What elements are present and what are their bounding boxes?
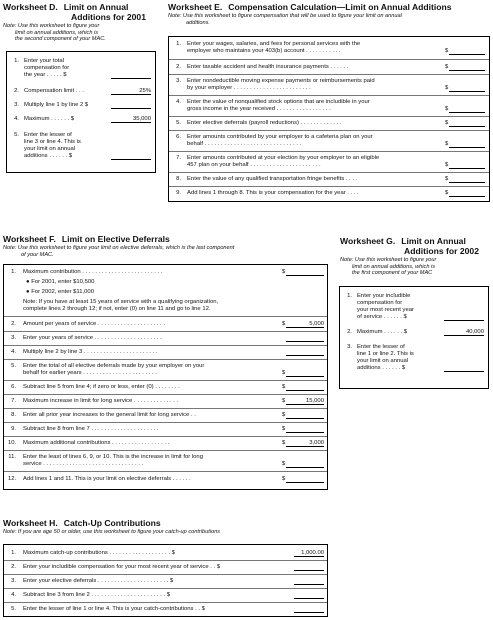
worksheet-g-note: Note: Use this worksheet to figure your limit on annual additions, which is the first component of your MAC — [340, 257, 437, 277]
worksheet-h-line-3-amount[interactable] — [294, 578, 324, 585]
worksheet-h-title: Worksheet H. Catch-Up Contributions — [3, 518, 161, 528]
worksheet-d-box: 1. Enter your total compensation for the year . . . . . $ 2. Compensation limit . . . 25% 3. Multiply line 1 by line 2 $ 4. Maximum . . . . . . $ 35,000 5. Enter the lesser of line 3 or line 4. This is your limit on annual additions . . . . . . $ — [6, 51, 156, 173]
worksheet-e-box: 1. Enter your wages, salaries, and fees for personal services with the employer who maintains your 403(b) account . . . . . . . . . . . $ 2. Enter taxable accident and health insurance payments . . . . . . $ 3. Enter nondeductible moving expense payments or reimbursements paid by your employer . . . . . . . . . . . . . . . . . . . . . . . . $ 4. Enter the value of nonqualified stock options that are includible in your gross income in the year received . . . . . . . . . . . . . . . . . $ 5. Enter elective deferrals (payroll reductions) . . . . . . . . . . . . . $ 6. Enter amounts contributed by your employer to a cafeteria plan on your behalf . . . . . . . . . . . . . . . . . . . . . . . . . . . . . . $ 7. Enter amounts contributed at your election by your employer to an eligible 457 plan on your behalf . . . . . . . . . . . . . . . . . . . . . . $ 8. Enter the value of any qualified transportation fringe benefits . . . . $ 9. Add lines 1 through 8. This is your compensation for the year . . . . $ — [168, 36, 490, 202]
worksheet-g-line-2-amount[interactable]: 40,000 — [444, 329, 484, 336]
worksheet-d-note: Note: Use this worksheet to figure your limit on annual additions, which is the second component of your MAC. — [3, 23, 106, 43]
worksheet-f-line-7-amount[interactable]: $ 15,000 — [282, 398, 324, 404]
worksheet-f-line-1-amount[interactable]: $ — [282, 269, 324, 276]
worksheet-g-title: Worksheet G. Limit on Annual Additions for 2002 — [340, 236, 479, 256]
worksheet-h-line-5-amount[interactable] — [294, 606, 324, 613]
worksheet-f-title: Worksheet F. Limit on Elective Deferrals — [3, 234, 170, 244]
worksheet-g-line-3-amount[interactable] — [444, 365, 484, 372]
worksheet-e — [168, 2, 490, 26]
worksheet-e-line-1-amount[interactable]: $ — [445, 48, 485, 55]
worksheet-h — [3, 518, 328, 536]
worksheet-f-line-8-amount[interactable]: $ — [282, 412, 324, 419]
worksheet-g — [340, 236, 490, 277]
worksheet-g-line-1-amount[interactable] — [444, 314, 484, 321]
worksheet-h-box: 1. Maximum catch-up contributions . . . . . . . . . . . . . . . . . . . $ 1,000.00 2. Enter your includible compensation for your most recent year of service . . $ 3. Enter your elective deferrals . . . . . . . . . . . . . . . . . . . . . . $ 4. Subtract line 3 from line 2 . . . . . . . . . . . . . . . . . . . . . . . $ 5. Enter the lesser of line 1 or line 4. This is your catch-contributions . . $ — [3, 544, 328, 617]
worksheet-e-title: Worksheet E. Compensation Calculation—Limit on Annual Additions — [168, 2, 452, 12]
worksheet-f-bullet-2002: ● For 2002, enter $11,000 — [26, 289, 94, 295]
worksheet-f-note: Note: Use this worksheet to figure your limit on elective deferrals, which is the last component of your MAC. — [3, 245, 235, 258]
worksheet-f-line-10-amount[interactable]: $ 3,000 — [282, 440, 324, 446]
worksheet-h-line-2-amount[interactable] — [294, 564, 324, 571]
worksheet-e-line-2-amount[interactable]: $ — [445, 64, 485, 71]
worksheet-h-line-1-amount[interactable]: 1,000.00 — [294, 550, 324, 557]
worksheet-e-line-8-amount[interactable]: $ — [445, 176, 485, 183]
worksheet-f-bullet-2001: ● For 2001, enter $10,500 — [26, 279, 95, 285]
worksheet-d — [3, 2, 163, 43]
worksheet-f-line-3-amount[interactable] — [282, 335, 324, 342]
worksheet-f-line-4-amount[interactable] — [282, 349, 324, 356]
worksheet-d-line-1-amount[interactable] — [111, 72, 151, 79]
worksheet-f-line-9-amount[interactable]: $ — [282, 426, 324, 433]
worksheet-e-line-5-amount[interactable]: $ — [445, 120, 485, 127]
worksheet-e-line-6-amount[interactable]: $ — [445, 141, 485, 148]
worksheet-e-note: Note: Use this worksheet to figure compensation that will be used to figure your limit on annual additions. — [168, 13, 402, 26]
worksheet-e-line-4-amount[interactable]: $ — [445, 106, 485, 113]
worksheet-f-line-11-amount[interactable]: $ — [282, 461, 324, 468]
worksheet-d-line-4-amount[interactable]: 35,000 — [111, 116, 151, 123]
worksheet-d-line-3-amount[interactable] — [111, 102, 151, 109]
worksheet-f-line-2-amount[interactable]: $ 5,000 — [282, 321, 324, 327]
worksheet-e-line-7-amount[interactable]: $ — [445, 162, 485, 169]
worksheet-f-line-12-amount[interactable]: $ — [282, 476, 324, 483]
worksheet-e-line-3-amount[interactable]: $ — [445, 85, 485, 92]
worksheet-f-line-6-amount[interactable]: $ — [282, 384, 324, 391]
worksheet-d-line-2-amount[interactable]: 25% — [111, 88, 151, 95]
worksheet-h-note: Note: If you are age 50 or older, use this worksheet to figure your catch-up contributions — [3, 529, 221, 535]
worksheet-f-box: 1. Maximum contribution . . . . . . . . . . . . . . . . . . . . . . . . . $ ● For 2001, enter $10,500 ● For 2002, enter $11,000 Note: If you have at least 15 years of service with a qualifying organization, complete lines 2 through 12; if not, enter (0) on line 11 and go to line 12. 2. Amount per years of service . . . . . . . . . . . . . . . . . . . . . $ 5,000 3. Enter your years of service . . . . . . . . . . . . . . . . . . . . . 4. Multiply line 2 by line 3 . . . . . . . . . . . . . . . . . . . . . . . 5. Enter the total of all elective deferrals made by your employer on your behalf for earlier years . . . . . . . . . . . . . . . . . . . . . . . $ 6. Subtract line 5 from line 4; if zero or less, enter (0) . . . . . . . . $ 7. Maximum increase in limit for long service . . . . . . . . . . . . . . $ 15,000 8. Enter all prior year increases to the general limit for long service . . $ 9. Subtract line 8 from line 7 . . . . . . . . . . . . . . . . . . . . . $ 10. Maximum additional contributions . . . . . . . . . . . . . . . . . . $ 3,000 11. Enter the least of lines 6, 9, or 10. This is the increase in limit for long service . . . . . . . . . . . . . . . . . . . . . . . . . . . . . . . $ 12. Add lines 1 and 11. This is your limit on elective deferrals . . . . . . $ — [3, 264, 328, 490]
worksheet-h-line-4-amount[interactable] — [294, 592, 324, 599]
worksheet-e-line-9-amount[interactable]: $ — [445, 190, 485, 197]
worksheet-d-title: Worksheet D. Limit on Annual Additions for 2001 — [3, 2, 146, 22]
worksheet-f-line-5-amount[interactable]: $ — [282, 370, 324, 377]
worksheet-f — [3, 234, 328, 258]
worksheet-g-box: 1. Enter your includible compensation for your most recent year of service . . . . . . $ 2. Maximum . . . . . . $ 40,000 3. Enter the lesser of line 1 or line 2. This is your limit on annual additions . . . . . . $ — [339, 286, 489, 389]
worksheet-d-line-5-amount[interactable] — [111, 153, 151, 160]
